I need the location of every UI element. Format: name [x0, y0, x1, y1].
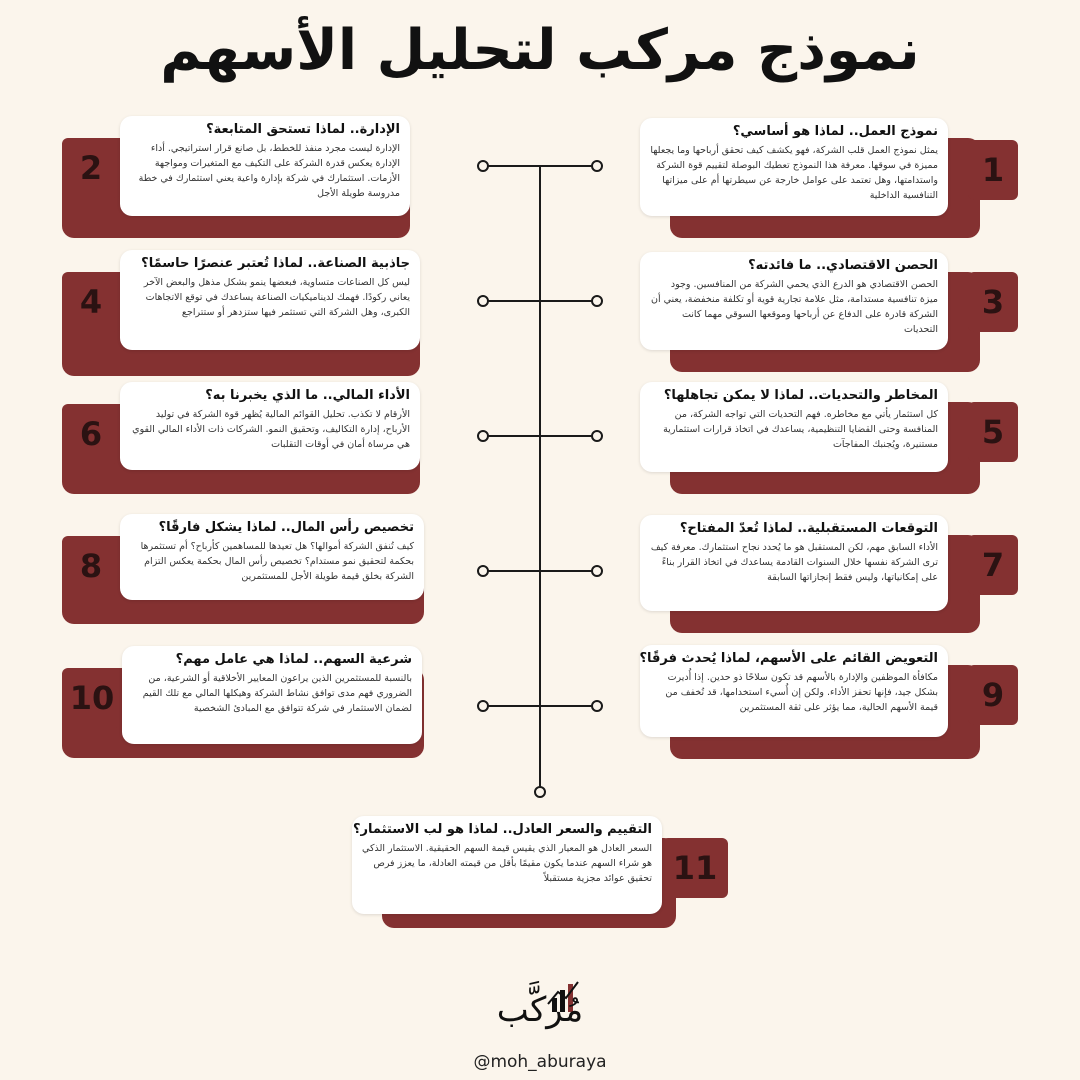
card-number: 5: [968, 402, 1018, 462]
logo-text: مُركَّب: [496, 990, 584, 1030]
card-text: يمثل نموذج العمل قلب الشركة، فهو يكشف كيف تحقق أرباحها وما يجعلها مميزة في سوقها. معرفة هذا النموذج تعطيك البوصلة لتقييم قوة الشركة واستدامتها، وهل تعتمد على عوامل خارجة عن سيطرتها أم على ميزاتها التنافسية الداخلية: [650, 145, 938, 201]
connector-dot: [591, 160, 603, 172]
connector-row-1: [484, 165, 596, 167]
card-text: الأرقام لا تكذب. تحليل القوائم المالية يُظهر قوة الشركة في توليد الأرباح، إدارة التكاليف، وتحقيق النمو. الشركات ذات الأداء المالي القوي هي مرساة أمان في أوقات التقلبات: [132, 409, 410, 450]
card-text: كيف تُنفق الشركة أموالها؟ هل تعيدها للمساهمين كأرباح؟ أم تستثمرها بحكمة لتحقيق نمو مستدام؟ تخصيص رأس المال بحكمة يعكس التزام الشركة بخلق قيمة طويلة الأجل للمستثمرين: [140, 541, 414, 582]
card-number: 8: [62, 536, 120, 596]
connector-row-5: [484, 705, 596, 707]
card-title: تخصيص رأس المال.. لماذا يشكل فارقًا؟: [158, 520, 414, 535]
connector-dot: [477, 700, 489, 712]
card-text: السعر العادل هو المعيار الذي يقيس قيمة السهم الحقيقية. الاستثمار الذكي هو شراء السهم عندما يكون مقيمًا بأقل من قيمته العادلة، ما يعزز فرص تحقيق عوائد مجزية مستقبلاً: [362, 843, 652, 884]
card-title: شرعية السهم.. لماذا هي عامل مهم؟: [175, 652, 412, 667]
card-text: الأداء السابق مهم، لكن المستقبل هو ما يُحدد نجاح استثمارك. معرفة كيف ترى الشركة نفسها خلال السنوات القادمة يساعدك في اتخاذ القرار بناءً على إمكانياتها، وليس فقط إنجازاتها السابقة: [650, 542, 938, 583]
connector-dot: [591, 430, 603, 442]
card-text: مكافأة الموظفين والإدارة بالأسهم قد تكون سلاحًا ذو حدين. إذا أُديرت بشكل جيد، فإنها تحفز الأداء. ولكن إن أُسيء استخدامها، قد تُخفف من قيمة الأسهم الحالية، مما يؤثر على ثقة المستثمرين: [665, 672, 938, 713]
card-number: 6: [62, 404, 120, 464]
card-title: التعويض القائم على الأسهم، لماذا يُحدث فرقًا؟: [640, 651, 938, 666]
card-text: الإدارة ليست مجرد منفذ للخطط، بل صانع قرار استراتيجي. أداء الإدارة يعكس قدرة الشركة على التكيف مع المتغيرات ومواجهة الأزمات. استثمارك في شركة بإدارة واعية يعني استثمارك في خطة مدروسة طويلة الأجل: [138, 143, 400, 199]
social-handle: @moh_aburaya: [473, 1052, 607, 1072]
connector-dot: [591, 700, 603, 712]
card-title: الأداء المالي.. ما الذي يخبرنا به؟: [205, 388, 410, 403]
timeline-spine: [539, 165, 541, 790]
card-text: الحصن الاقتصادي هو الدرع الذي يحمي الشركة من المنافسين. وجود ميزة تنافسية مستدامة، مثل علامة تجارية قوية أو تكلفة منخفضة، يعني أن الشركة قادرة على الدفاع عن أرباحها وموقعها السوقي مهما كانت التحديات: [650, 279, 938, 335]
connector-dot: [591, 295, 603, 307]
card-number: 11: [662, 838, 728, 898]
card-text: ليس كل الصناعات متساوية، فبعضها ينمو بشكل مذهل والبعض الآخر يعاني ركودًا. فهمك لديناميكيات الصناعة يساعدك في توقع الاتجاهات الكبرى، وهل الشركة التي تستثمر فيها ستزدهر أو ستتراجع: [143, 277, 410, 318]
connector-dot: [477, 565, 489, 577]
connector-dot: [477, 160, 489, 172]
card-number: 4: [62, 272, 120, 332]
card-title: التوقعات المستقبلية.. لماذا تُعدّ المفتاح؟: [679, 521, 938, 536]
card-title: جاذبية الصناعة.. لماذا تُعتبر عنصرًا حاسمًا؟: [141, 256, 410, 271]
card-number: 7: [968, 535, 1018, 595]
card-number: 10: [62, 668, 122, 728]
card-title: الإدارة.. لماذا تستحق المتابعة؟: [206, 122, 400, 137]
connector-row-3: [484, 435, 596, 437]
brand-logo: [470, 970, 610, 1040]
connector-dot: [477, 430, 489, 442]
connector-dot: [477, 295, 489, 307]
card-title: الحصن الاقتصادي.. ما فائدته؟: [748, 258, 938, 273]
card-number: 2: [62, 138, 120, 198]
connector-row-2: [484, 300, 596, 302]
card-number: 1: [968, 140, 1018, 200]
card-number: 3: [968, 272, 1018, 332]
connector-dot: [591, 565, 603, 577]
card-title: التقييم والسعر العادل.. لماذا هو لب الاستثمار؟: [353, 822, 652, 837]
connector-row-4: [484, 570, 596, 572]
card-number: 9: [968, 665, 1018, 725]
timeline-end-dot: [534, 786, 546, 798]
card-text: بالنسبة للمستثمرين الذين يراعون المعايير الأخلاقية أو الشرعية، من الضروري فهم مدى توافق نشاط الشركة وهيكلها المالي مع تلك القيم لضمان الاستثمار في شركة تتوافق مع المبادئ الشخصية: [142, 673, 412, 714]
card-title: المخاطر والتحديات.. لماذا لا يمكن تجاهلها؟: [663, 388, 938, 403]
page-title: نموذج مركب لتحليل الأسهم: [160, 18, 920, 83]
card-title: نموذج العمل.. لماذا هو أساسي؟: [732, 124, 938, 139]
card-text: كل استثمار يأتي مع مخاطره. فهم التحديات التي تواجه الشركة، من المنافسة وحتى القضايا التنظيمية، يساعدك في اتخاذ قرارات استثمارية مستنيرة، ويُجنبك المفاجآت: [663, 409, 938, 450]
